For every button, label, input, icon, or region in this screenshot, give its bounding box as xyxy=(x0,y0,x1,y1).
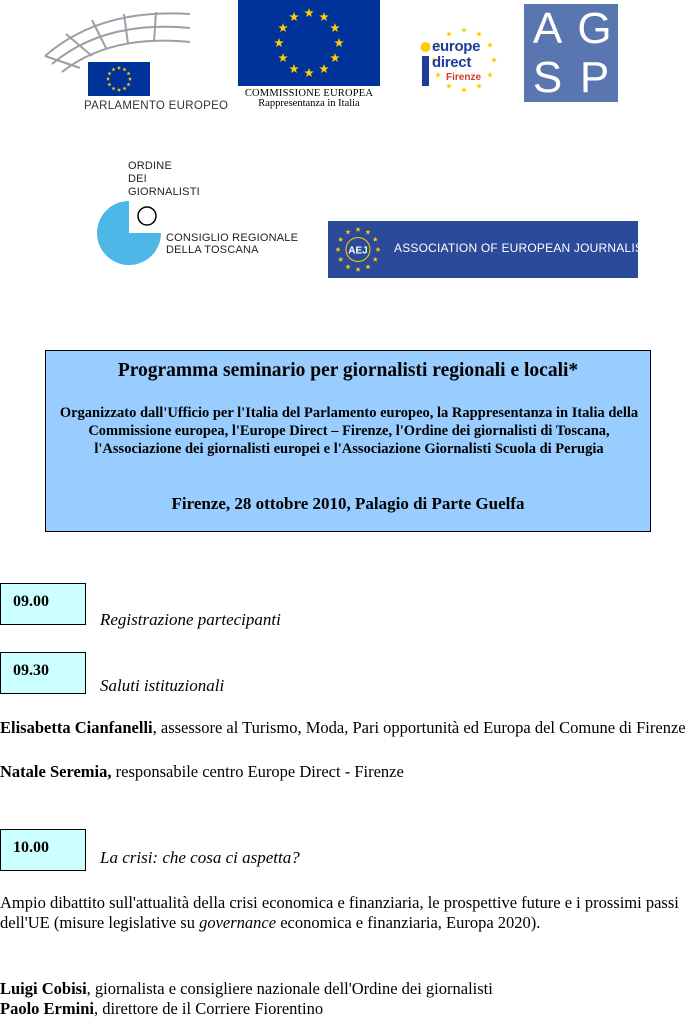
page-title: Programma seminario per giornalisti regionali e locali* xyxy=(117,360,579,381)
star-icon xyxy=(446,31,452,37)
session-title: Registrazione partecipanti xyxy=(100,610,281,629)
speaker-name: Natale Seremia, xyxy=(0,762,112,781)
logo-agsp xyxy=(524,4,618,102)
time-badge: 10.00 xyxy=(0,829,86,871)
description-emphasis: governance xyxy=(199,913,277,932)
star-icon xyxy=(461,87,467,93)
star-icon xyxy=(274,38,284,47)
europe-direct-line2: direct xyxy=(432,54,472,71)
session-title: Saluti istituzionali xyxy=(100,676,225,695)
description-text: economica e finanziaria, Europa 2020). xyxy=(276,913,541,932)
star-icon xyxy=(289,12,299,21)
star-icon xyxy=(304,8,314,17)
logo-ordine-giornalisti xyxy=(96,158,299,270)
speaker-role: responsabile centro Europe Direct - Firenze xyxy=(111,762,404,781)
parlamento-europeo-label: PARLAMENTO EUROPEO xyxy=(84,100,229,112)
speaker-role: , giornalista e consigliere nazionale dell'Ordine dei giornalisti xyxy=(86,979,493,998)
description-text: Ampio dibattito sull'attualità della crisi economica e finanziaria, le prospettive future e i prossimi passi dell'UE (misure legislative su xyxy=(0,893,679,932)
parliament-hemicycle-icon xyxy=(40,6,220,98)
logo-commissione-europea xyxy=(238,0,380,110)
title-box xyxy=(45,350,651,532)
star-icon xyxy=(334,38,344,47)
odg-line: ORDINE xyxy=(128,160,172,172)
star-icon xyxy=(365,229,370,234)
star-icon xyxy=(461,27,467,33)
star-icon xyxy=(289,64,299,73)
aej-label: ASSOCIATION OF EUROPEAN JOURNALISTS xyxy=(394,241,659,255)
star-icon xyxy=(446,83,452,89)
star-icon xyxy=(304,68,314,77)
star-icon xyxy=(338,237,343,242)
star-icon xyxy=(476,31,482,37)
star-icon xyxy=(345,229,350,234)
speaker-line xyxy=(0,999,700,1019)
star-icon xyxy=(335,247,340,252)
speaker-role: , assessore al Turismo, Moda, Pari opportunità ed Europa del Comune di Firenze xyxy=(152,718,686,737)
star-icon xyxy=(345,264,350,269)
speaker-line xyxy=(0,762,700,782)
agsp-letter: G xyxy=(577,4,612,53)
organizers-text: Organizzato dall'Ufficio per l'Italia del Parlamento europeo, la Rappresentanza in Italia della Commissione europea, l'Europe Direct – Firenze, l'Ordine dei giornalisti di Toscana, l'Associazione dei giornalisti europei e l'Associazione Giornalisti Scuola di Perugia xyxy=(59,405,639,457)
europe-direct-city: Firenze xyxy=(446,72,482,83)
star-icon xyxy=(491,57,497,63)
time-badge: 09.00 xyxy=(0,583,86,625)
agsp-letter: P xyxy=(579,53,610,102)
star-icon xyxy=(373,257,378,262)
aej-star-ring-icon xyxy=(328,221,388,278)
session-description xyxy=(0,893,700,933)
star-icon xyxy=(278,53,288,62)
date-place: Firenze, 28 ottobre 2010, Palagio di Parte Guelfa xyxy=(171,494,525,513)
logo-aej xyxy=(328,221,659,278)
star-icon xyxy=(330,23,340,32)
star-icon xyxy=(355,267,360,272)
star-icon xyxy=(487,72,493,78)
speaker-name: Luigi Cobisi xyxy=(0,979,87,998)
star-icon xyxy=(487,42,493,48)
agsp-letter: S xyxy=(532,53,563,102)
speaker-name: Elisabetta Cianfanelli xyxy=(0,718,153,737)
star-icon xyxy=(435,72,441,78)
speaker-line xyxy=(0,979,700,999)
logo-parlamento-europeo xyxy=(40,6,229,118)
star-icon xyxy=(373,237,378,242)
europe-direct-line1: europe xyxy=(432,38,481,55)
time-badge: 09.30 xyxy=(0,652,86,694)
odg-line: GIORNALISTI xyxy=(128,186,200,198)
odg-line: DELLA TOSCANA xyxy=(166,244,259,256)
star-icon xyxy=(476,83,482,89)
star-icon xyxy=(355,227,360,232)
speaker-role: , direttore de il Corriere Fiorentino xyxy=(93,999,324,1018)
rappresentanza-label: Rappresentanza in Italia xyxy=(258,98,360,109)
speaker-name: Paolo Ermini xyxy=(0,999,94,1018)
speaker-line xyxy=(0,718,700,738)
star-icon xyxy=(365,264,370,269)
session-title: La crisi: che cosa ci aspetta? xyxy=(100,848,300,867)
eu-flag-icon xyxy=(238,0,380,86)
star-icon xyxy=(338,257,343,262)
star-icon xyxy=(319,64,329,73)
logo-europe-direct xyxy=(418,22,508,100)
aej-badge-text: AEJ xyxy=(348,245,368,257)
commissione-label: COMMISSIONE EUROPEA xyxy=(244,88,374,99)
odg-line: DEI xyxy=(128,173,147,185)
odg-pie-icon xyxy=(96,198,166,268)
star-icon xyxy=(319,12,329,21)
star-icon xyxy=(278,23,288,32)
odg-line: CONSIGLIO REGIONALE xyxy=(166,232,299,244)
star-icon xyxy=(330,53,340,62)
agsp-letter: A xyxy=(532,4,563,53)
star-icon xyxy=(375,247,380,252)
